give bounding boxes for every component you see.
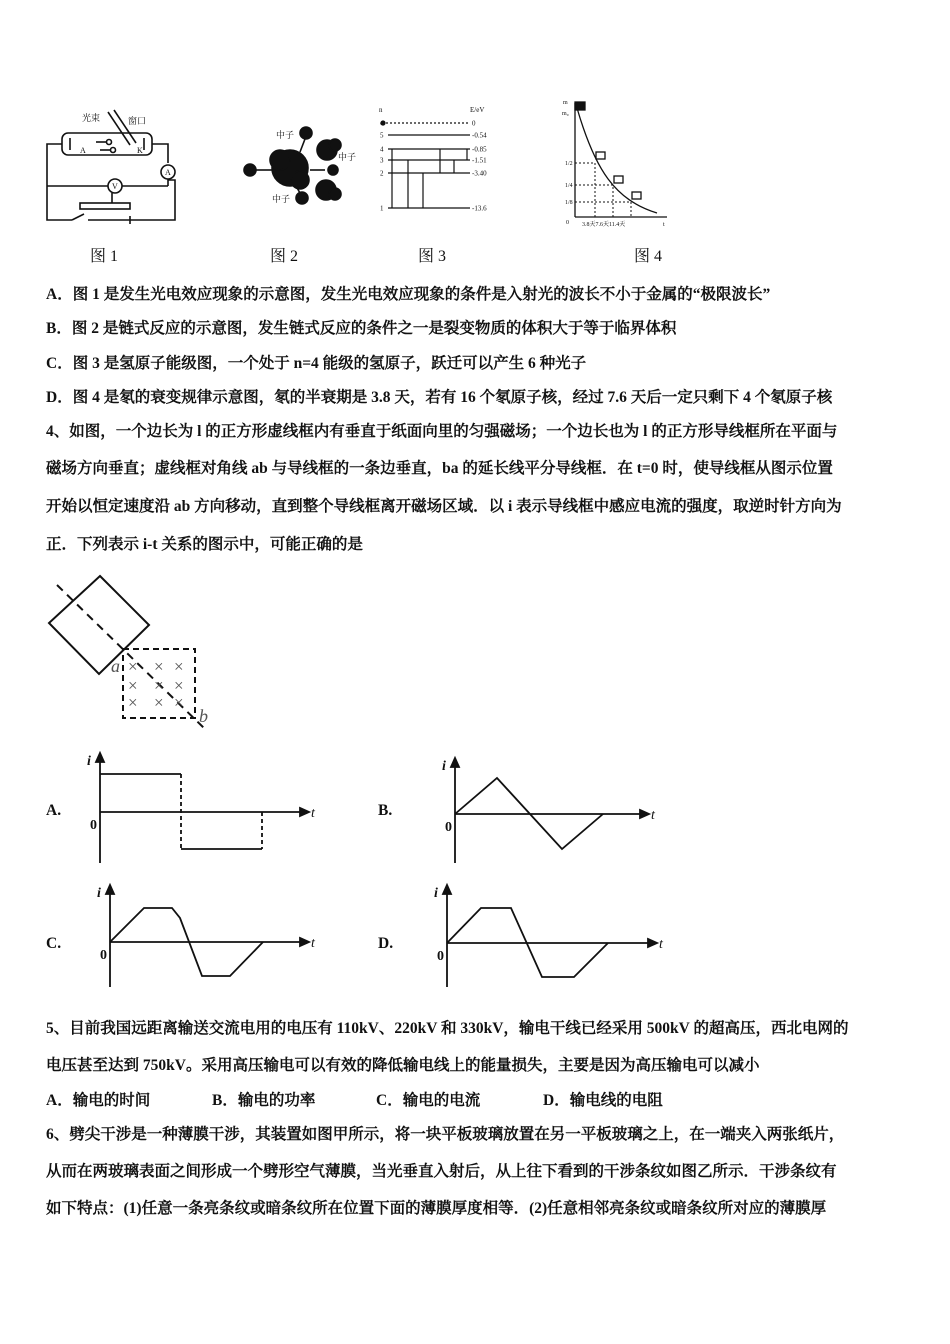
level-n-label: 2 bbox=[380, 169, 384, 178]
t-label: t bbox=[311, 806, 315, 821]
fig2-chain-reaction bbox=[244, 127, 356, 204]
q5-option-c: C．输电的电流 bbox=[376, 1092, 481, 1109]
i-label: i bbox=[442, 759, 446, 774]
neutron-label: 中子 bbox=[338, 152, 357, 162]
light-label: 光束 bbox=[82, 113, 101, 123]
level-energy-label: -3.40 bbox=[472, 169, 487, 178]
graph-a bbox=[87, 753, 316, 863]
level-energy-label: -1.51 bbox=[472, 156, 487, 165]
window-label: 窗口 bbox=[128, 116, 147, 126]
arrow-up-icon bbox=[443, 885, 451, 894]
graph-b bbox=[442, 758, 656, 863]
level-energy-label: -0.54 bbox=[472, 131, 487, 140]
q5-option-a: A．输电的时间 bbox=[46, 1092, 151, 1109]
origin-label: 0 bbox=[566, 220, 569, 226]
origin-label: 0 bbox=[445, 820, 452, 835]
q5-option-d: D．输电线的电阻 bbox=[543, 1092, 663, 1109]
fig4-caption: 图 4 bbox=[634, 248, 663, 265]
field-cross-mark: × bbox=[174, 657, 184, 676]
n-axis-label: n bbox=[379, 106, 383, 114]
neutron-label: 中子 bbox=[272, 194, 291, 204]
field-cross-mark: × bbox=[154, 693, 164, 712]
arrow-right-icon bbox=[640, 810, 649, 818]
ammeter-label: A bbox=[165, 168, 171, 177]
graph-d bbox=[434, 885, 664, 987]
field-cross-mark: × bbox=[174, 676, 184, 695]
t-label: t bbox=[659, 937, 663, 952]
origin-label: 0 bbox=[90, 818, 97, 833]
y-tick: 1/8 bbox=[565, 200, 573, 206]
arrow-right-icon bbox=[300, 938, 309, 946]
q5-stem-line: 5、目前我国远距离输送交流电用的电压有 110kV、220kV 和 330kV，输电干线已经采用 500kV 的超高压，西北电网的 bbox=[46, 1020, 849, 1037]
i-label: i bbox=[87, 754, 91, 769]
level-energy-label: 0 bbox=[472, 119, 476, 128]
arrow-up-icon bbox=[106, 885, 114, 894]
fig1-photoelectric-circuit bbox=[47, 110, 175, 224]
field-cross-mark: × bbox=[128, 657, 138, 676]
fig2-caption: 图 2 bbox=[270, 248, 299, 265]
q6-stem-line: 如下特点：(1)任意一条亮条纹或暗条纹所在位置下面的薄膜厚度相等．(2)任意相邻亮条纹或暗条纹所对应的薄膜厚 bbox=[46, 1200, 827, 1217]
neutron-label: 中子 bbox=[276, 130, 295, 140]
q4-option-a-label: A. bbox=[46, 802, 62, 819]
q6-stem-line: 从而在两玻璃表面之间形成一个劈形空气薄膜，当光垂直入射后，从上往下看到的干涉条纹如图乙所示．干涉条纹有 bbox=[46, 1163, 837, 1180]
level-n-label: 1 bbox=[380, 204, 384, 213]
y-tick: 1/2 bbox=[565, 161, 573, 167]
m0-label: m₀ bbox=[562, 111, 569, 117]
level-n-label: 4 bbox=[380, 145, 384, 154]
level-energy-label: -0.85 bbox=[472, 145, 487, 154]
m-label: m bbox=[563, 100, 568, 106]
q4-diagram bbox=[49, 576, 208, 730]
q4-option-b-label: B. bbox=[378, 802, 393, 819]
y-tick: 1/4 bbox=[565, 183, 573, 189]
q4-stem-line: 正．下列表示 i-t 关系的图示中，可能正确的是 bbox=[46, 536, 363, 553]
field-cross-mark: × bbox=[154, 657, 164, 676]
q3-option-a: A．图 1 是发生光电效应现象的示意图，发生光电效应现象的条件是入射光的波长不小于金属的“极限波长” bbox=[46, 286, 771, 303]
point-a-label: a bbox=[111, 656, 120, 676]
field-cross-mark: × bbox=[174, 693, 184, 712]
origin-label: 0 bbox=[437, 949, 444, 964]
x-ticks: 3.8天7.6天11.4天 bbox=[582, 222, 626, 228]
level-n-label: 5 bbox=[380, 131, 384, 140]
point-b-label: b bbox=[199, 706, 208, 726]
cathode-label: K bbox=[137, 146, 143, 155]
level-n-label: ∞ bbox=[380, 119, 385, 128]
q4-stem-line: 4、如图，一个边长为 l 的正方形虚线框内有垂直于纸面向里的匀强磁场；一个边长也为 l 的正方形导线框所在平面与 bbox=[46, 423, 838, 440]
e-axis-label: E/eV bbox=[470, 106, 485, 114]
i-label: i bbox=[434, 886, 438, 901]
q5-option-b: B．输电的功率 bbox=[212, 1092, 316, 1109]
q5-stem-line: 电压甚至达到 750kV。采用高压输电可以有效的降低输电线上的能量损失，主要是因为高压输电可以减小 bbox=[46, 1057, 760, 1074]
q3-option-c: C．图 3 是氢原子能级图，一个处于 n=4 能级的氢原子，跃迁可以产生 6 种光子 bbox=[46, 355, 587, 372]
q4-stem-line: 开始以恒定速度沿 ab 方向移动，直到整个导线框离开磁场区域．以 i 表示导线框中感应电流的强度，取逆时针方向为 bbox=[46, 498, 842, 515]
i-label: i bbox=[97, 886, 101, 901]
origin-label: 0 bbox=[100, 948, 107, 963]
arrow-up-icon bbox=[96, 753, 104, 762]
anode-label: A bbox=[80, 146, 86, 155]
graph-c bbox=[97, 885, 316, 987]
q4-option-d-label: D. bbox=[378, 935, 394, 952]
arrow-right-icon bbox=[300, 808, 309, 816]
arrow-right-icon bbox=[648, 939, 657, 947]
t-label: t bbox=[651, 808, 655, 823]
fig3-energy-levels bbox=[379, 106, 487, 213]
level-n-label: 3 bbox=[380, 156, 384, 165]
q6-stem-line: 6、劈尖干涉是一种薄膜干涉，其装置如图甲所示，将一块平板玻璃放置在另一平板玻璃之上，在一端夹入两张纸片， bbox=[46, 1126, 845, 1143]
t-label: t bbox=[311, 936, 315, 951]
level-energy-label: -13.6 bbox=[472, 204, 487, 213]
q4-option-c-label: C. bbox=[46, 935, 62, 952]
arrow-up-icon bbox=[451, 758, 459, 767]
voltmeter-label: V bbox=[112, 182, 118, 191]
fig3-caption: 图 3 bbox=[418, 248, 447, 265]
field-cross-mark: × bbox=[154, 676, 164, 695]
q3-option-d: D．图 4 是氡的衰变规律示意图，氡的半衰期是 3.8 天，若有 16 个氡原子核，经过 7.6 天后一定只剩下 4 个氡原子核 bbox=[46, 389, 833, 406]
fig4-decay-curve bbox=[562, 100, 667, 228]
field-cross-mark: × bbox=[128, 693, 138, 712]
field-cross-mark: × bbox=[128, 676, 138, 695]
t-label: t bbox=[663, 222, 665, 228]
q3-option-b: B．图 2 是链式反应的示意图，发生链式反应的条件之一是裂变物质的体积大于等于临界体积 bbox=[46, 320, 677, 337]
q4-stem-line: 磁场方向垂直；虚线框对角线 ab 与导线框的一条边垂直，ba 的延长线平分导线框．在 t=0 时，使导线框从图示位置 bbox=[46, 460, 833, 477]
fig1-caption: 图 1 bbox=[90, 248, 119, 265]
